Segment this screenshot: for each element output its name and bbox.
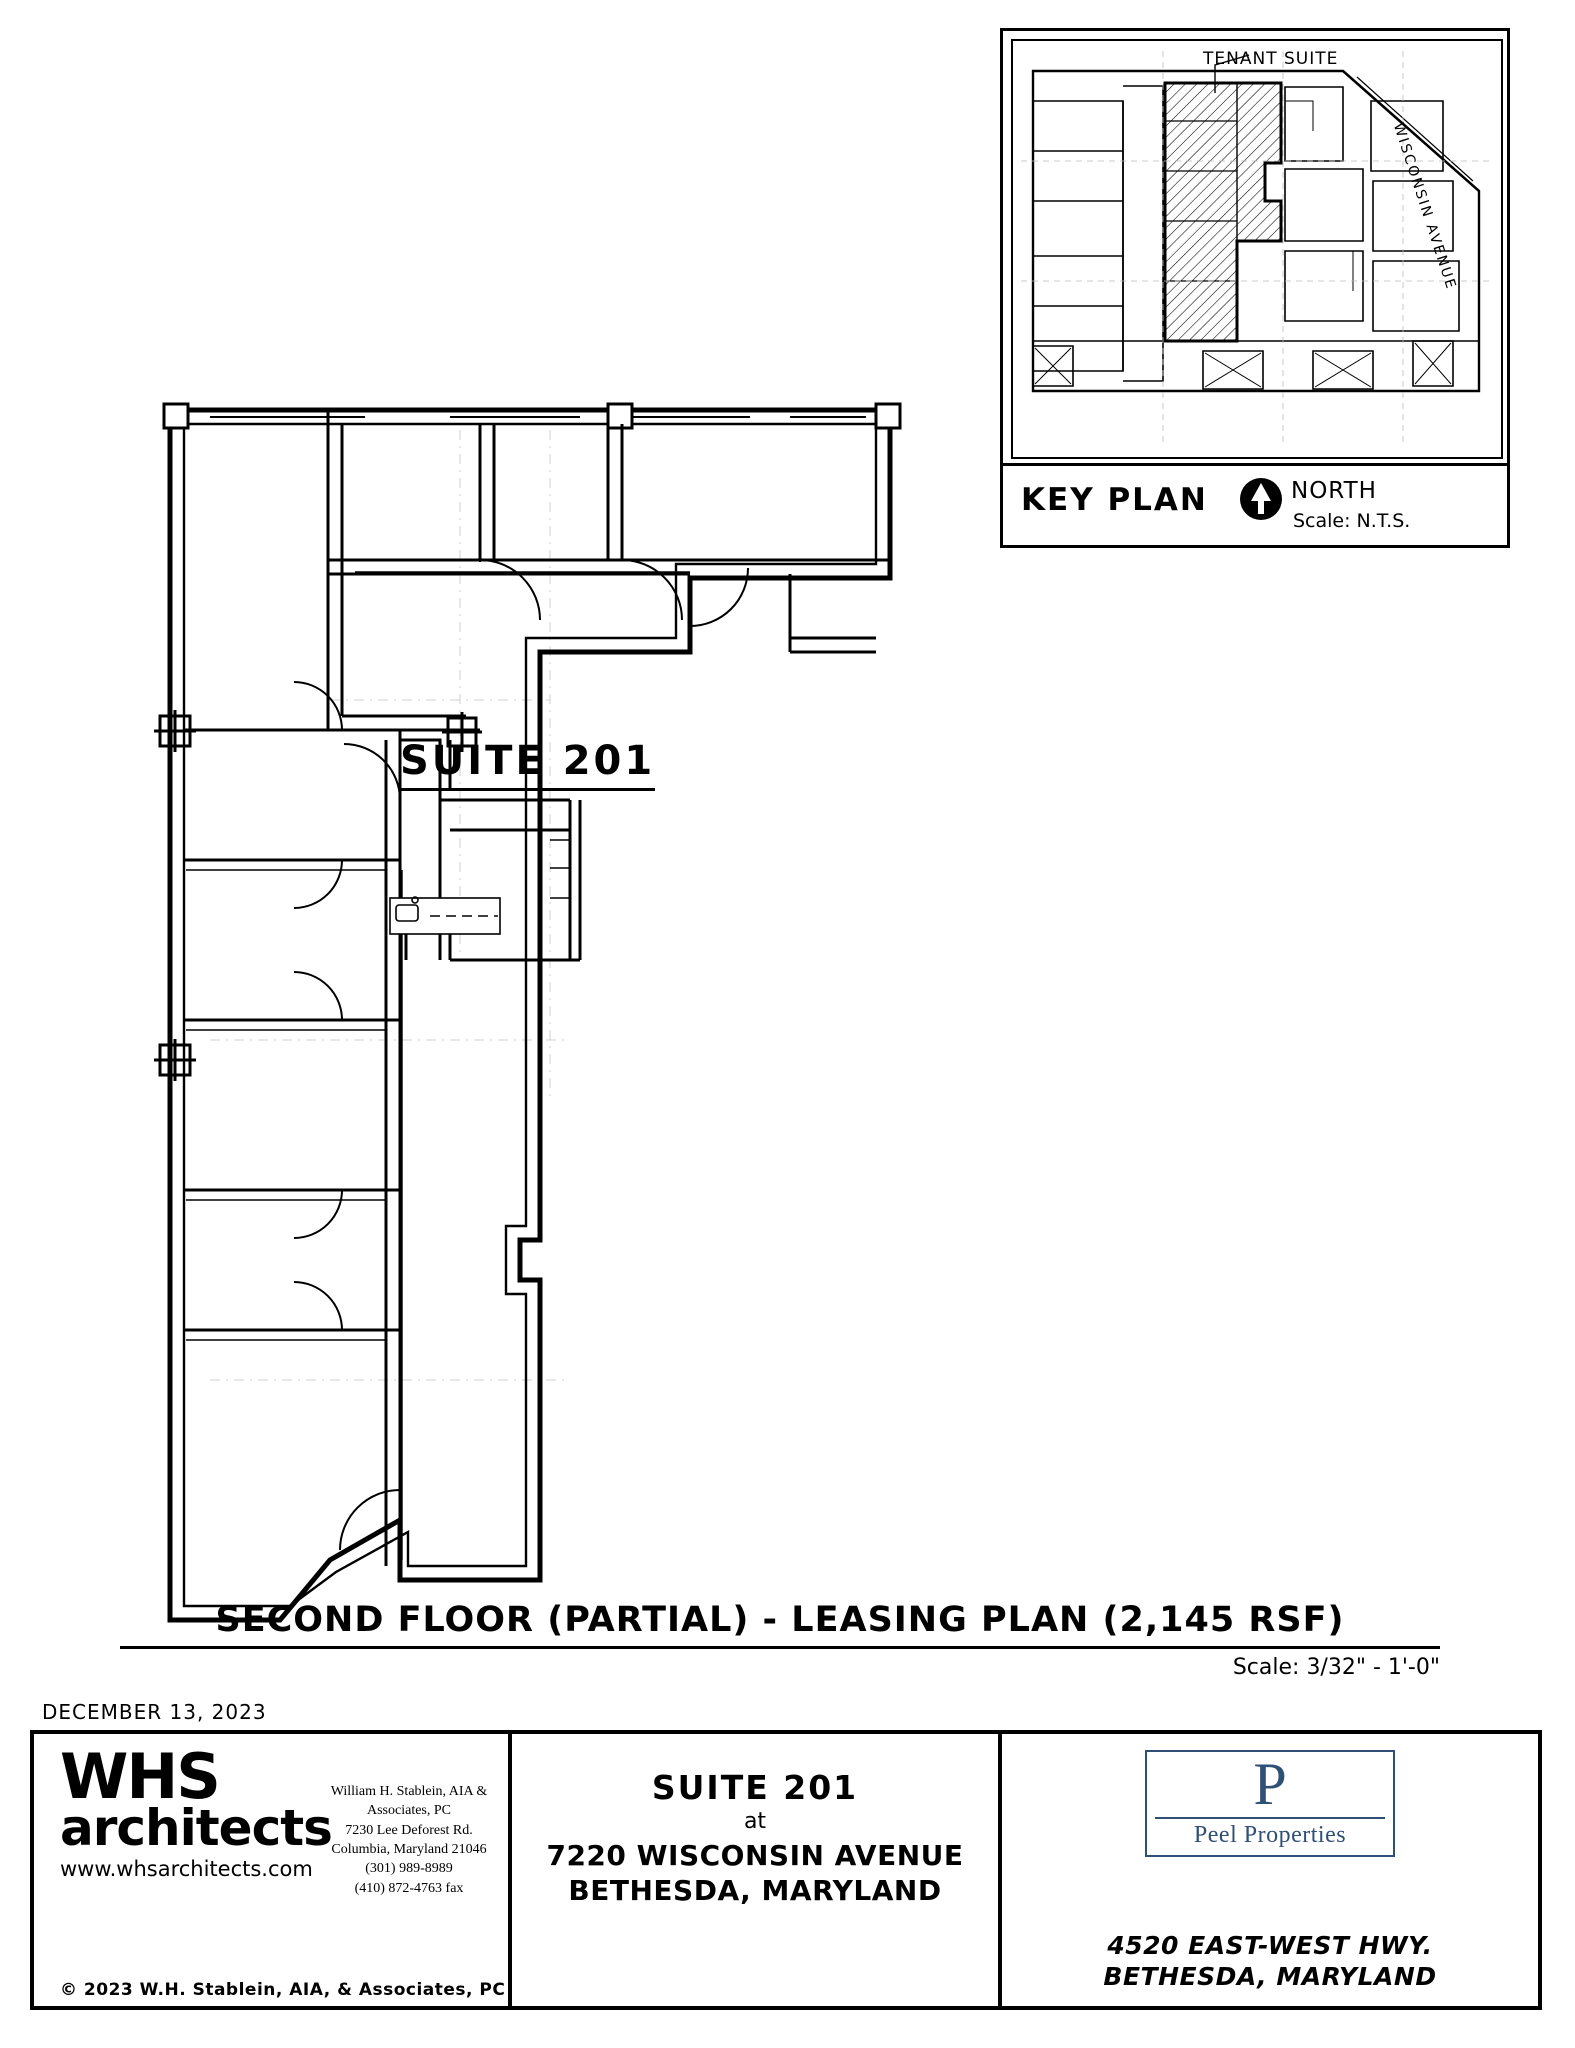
plan-title: SECOND FLOOR (PARTIAL) - LEASING PLAN (2,145 RSF) (215, 1600, 1345, 1640)
whs-logo-line2: architects (60, 1798, 332, 1857)
title-block (30, 1730, 1542, 2010)
whs-website[interactable]: www.whsarchitects.com (60, 1856, 313, 1881)
architect-address (324, 1782, 494, 1898)
wisconsin-avenue-label: WISCONSIN AVENUE (1389, 121, 1459, 293)
project-info (512, 1768, 998, 1908)
project-cell (512, 1734, 1002, 2006)
owner-address-line1: 4520 EAST-WEST HWY. (1107, 1930, 1433, 1960)
project-address-line1: 7220 WISCONSIN AVENUE (546, 1839, 964, 1872)
peel-company-name: Peel Properties (1155, 1817, 1385, 1849)
key-plan-footer (1003, 463, 1507, 547)
architect-fax: (410) 872-4763 fax (354, 1880, 464, 1896)
peel-properties-logo (1145, 1750, 1395, 1857)
architect-address-line: William H. Stablein, AIA & (330, 1784, 488, 1799)
project-suite: SUITE 201 (651, 1768, 859, 1807)
north-label: NORTH (1291, 478, 1377, 504)
owner-address (1002, 1930, 1538, 1993)
architect-phone: (301) 989-8989 (365, 1861, 453, 1877)
suite-label: SUITE 201 (400, 738, 655, 791)
key-plan-title: KEY PLAN (1021, 482, 1208, 518)
tenant-suite-label: TENANT SUITE (1203, 49, 1339, 69)
architect-address-line: Associates, PC (367, 1803, 451, 1819)
key-plan-scale: Scale: N.T.S. (1293, 510, 1411, 532)
whs-logo-line1: WHS (60, 1740, 219, 1813)
key-plan-svg (1013, 41, 1501, 457)
north-arrow-icon (1238, 476, 1284, 522)
floor-plan-svg (150, 400, 1020, 1630)
copyright-notice: © 2023 W.H. Stablein, AIA, & Associates, PC (60, 1980, 506, 2000)
architect-cell (34, 1734, 512, 2006)
architect-address-line: 7230 Lee Deforest Rd. (345, 1822, 473, 1838)
owner-address-line2: BETHESDA, MARYLAND (1103, 1961, 1437, 1991)
plan-title-group (120, 1600, 1440, 1680)
floor-plan-drawing (150, 400, 1020, 1630)
peel-logo-letter: P (1253, 1751, 1287, 1817)
key-plan-block (1000, 28, 1510, 548)
plan-date: DECEMBER 13, 2023 (42, 1700, 267, 1724)
project-at: at (743, 1809, 767, 1834)
whs-logo (60, 1740, 332, 1881)
plan-scale: Scale: 3/32" - 1'-0" (1232, 1655, 1440, 1680)
project-address-line2: BETHESDA, MARYLAND (568, 1874, 942, 1907)
owner-cell (1002, 1734, 1538, 2006)
key-plan-drawing (1011, 39, 1503, 459)
plan-title-rule (120, 1646, 1440, 1649)
architect-address-line: Columbia, Maryland 21046 (331, 1841, 487, 1857)
